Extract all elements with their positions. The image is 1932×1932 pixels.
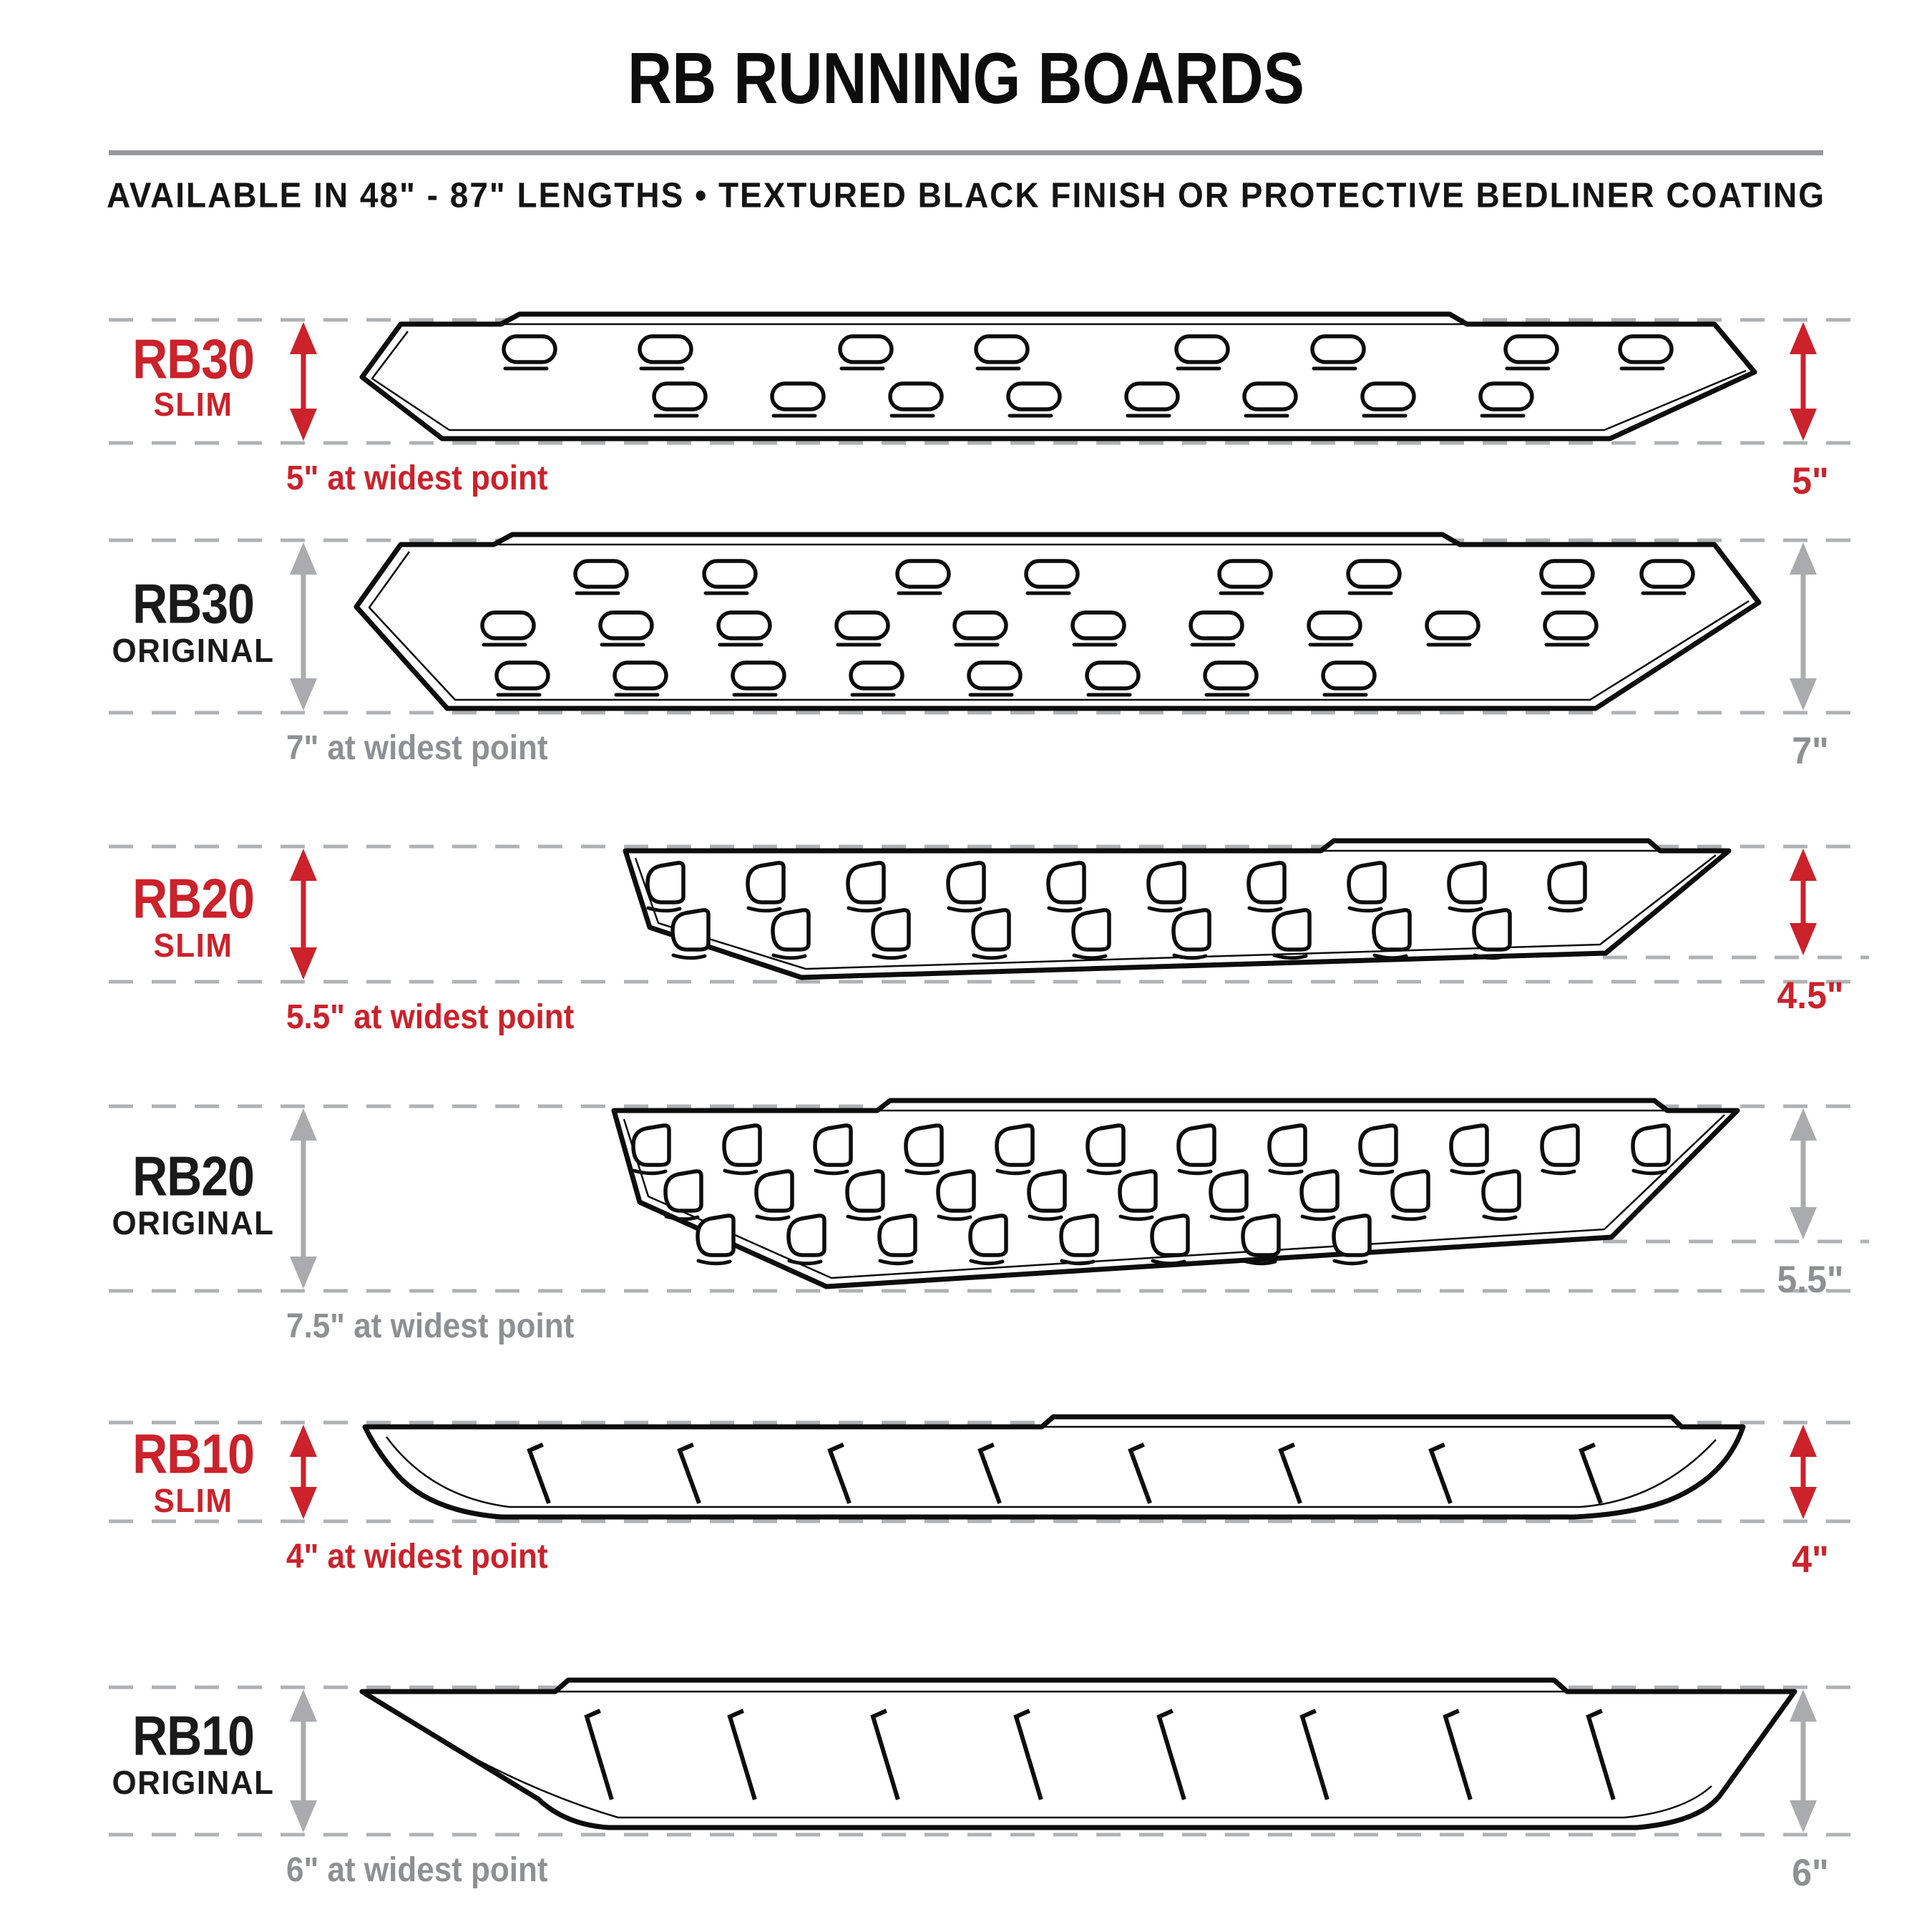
width-caption-rb20-slim: 5.5" at widest point xyxy=(286,997,575,1036)
board-drawing-rb30-slim xyxy=(362,314,1755,439)
right-measurement-rb20-slim: 4.5" xyxy=(1777,974,1844,1017)
slot-holes-bottom-row xyxy=(654,384,1532,416)
board-drawing-rb10-original xyxy=(362,1680,1795,1828)
d-holes-bottom-row xyxy=(673,910,1510,958)
variant-label-rb30-slim: SLIM xyxy=(153,386,233,424)
measure-arrow-right xyxy=(1790,542,1817,711)
board-drawing-rb30-original xyxy=(356,535,1759,708)
d-holes-middle-row xyxy=(665,1171,1519,1219)
slash-treads xyxy=(587,1712,1613,1797)
model-label-rb20-original: RB20 xyxy=(132,1146,254,1208)
page-subtitle: AVAILABLE IN 48" - 87" LENGTHS • TEXTURED BLACK FINISH OR PROTECTIVE BEDLINER COATING xyxy=(106,175,1826,215)
variant-label-rb20-slim: SLIM xyxy=(153,927,233,965)
right-measurement-rb30-original: 7" xyxy=(1792,729,1829,772)
right-measurement-rb20-original: 5.5" xyxy=(1777,1258,1844,1301)
board-drawing-rb10-slim xyxy=(365,1417,1743,1517)
slot-holes-middle-row xyxy=(482,613,1596,645)
slot-holes-bottom-row xyxy=(497,663,1375,695)
d-holes-top-row xyxy=(648,863,1585,911)
page-title: RB RUNNING BOARDS xyxy=(628,38,1304,119)
variant-label-rb20-original: ORIGINAL xyxy=(112,1205,275,1242)
width-caption-rb10-original: 6" at widest point xyxy=(286,1850,548,1889)
measure-arrow-right xyxy=(1790,1108,1817,1239)
width-caption-rb30-slim: 5" at widest point xyxy=(286,459,548,497)
board-drawing-rb20-original xyxy=(614,1101,1737,1287)
model-label-rb30-original: RB30 xyxy=(132,573,254,635)
measure-arrow-right xyxy=(1790,322,1817,441)
board-drawing-rb20-slim xyxy=(625,841,1729,977)
width-caption-rb10-slim: 4" at widest point xyxy=(286,1537,548,1576)
title-divider xyxy=(109,150,1823,155)
measure-arrow-right xyxy=(1790,849,1817,955)
model-label-rb20-slim: RB20 xyxy=(132,868,254,930)
measure-arrow-right xyxy=(1790,1689,1817,1833)
slash-treads xyxy=(530,1445,1600,1501)
slot-holes-top-row xyxy=(504,336,1672,369)
right-measurement-rb10-slim: 4" xyxy=(1792,1538,1829,1581)
width-caption-rb20-original: 7.5" at widest point xyxy=(286,1307,575,1345)
model-label-rb10-original: RB10 xyxy=(132,1705,254,1767)
slot-holes-top-row xyxy=(575,561,1693,593)
variant-label-rb30-original: ORIGINAL xyxy=(112,633,275,670)
width-caption-rb30-original: 7" at widest point xyxy=(286,728,548,767)
d-holes-bottom-row xyxy=(698,1216,1370,1264)
measure-arrow-right xyxy=(1790,1425,1817,1519)
variant-label-rb10-slim: SLIM xyxy=(153,1483,233,1520)
model-label-rb10-slim: RB10 xyxy=(132,1423,254,1485)
d-holes-top-row xyxy=(633,1126,1669,1174)
variant-label-rb10-original: ORIGINAL xyxy=(112,1765,275,1802)
right-measurement-rb30-slim: 5" xyxy=(1792,459,1829,502)
right-measurement-rb10-original: 6" xyxy=(1792,1851,1829,1894)
model-label-rb30-slim: RB30 xyxy=(132,328,254,391)
